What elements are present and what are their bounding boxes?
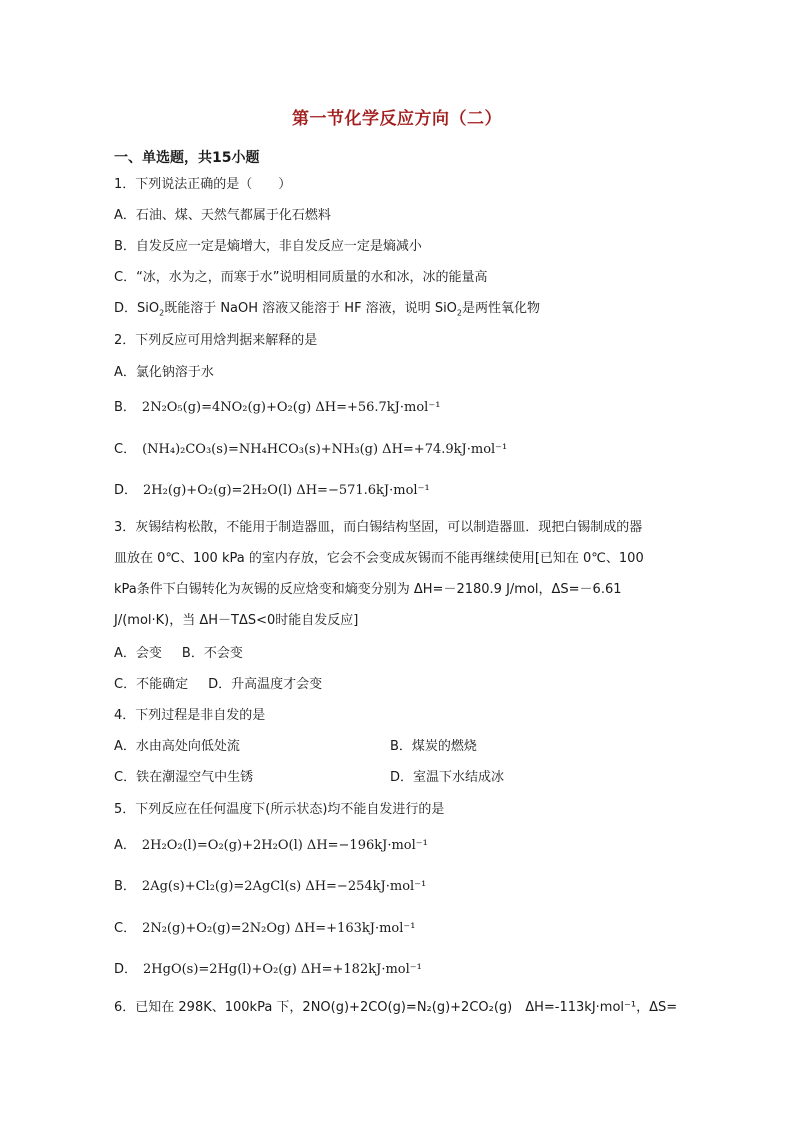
q1-option-c: C．“冰，水为之，而寒于水”说明相同质量的水和冰，冰的能量高 [114,270,488,285]
q1-option-d: D．SiO$_2$既能溶于 NaOH 溶液又能溶于 HF 溶液，说明 SiO$_2$是两性氧化物 [114,301,541,318]
section-heading: 一、单选题，共15小题 [114,150,260,166]
q5-option-d: D． 2HgO(s)=2Hg(l)+O₂(g) ΔH=+182kJ·mol⁻¹ [114,962,422,977]
q5-option-c: C． 2N₂(g)+O₂(g)=2N₂Og) ΔH=+163kJ·mol⁻¹ [114,921,416,936]
q2-option-a: A．氯化钠溶于水 [114,365,214,380]
q2-stem: 2．下列反应可用焓判据来解释的是 [114,333,318,348]
q3-option-a: A．会变 [114,646,162,661]
q1-option-a: A．石油、煤、天然气都属于化石燃料 [114,208,331,223]
q1-option-b: B．自发反应一定是熵增大，非自发反应一定是熵减小 [114,239,422,254]
q3-option-b: B．不会变 [181,646,243,661]
q2-c-equation: (NH₄)₂CO₃(s)=NH₄HCO₃(s)+NH₃(g) ΔH=+74.9kJ·mol⁻¹ [142,442,508,457]
q3-stem-line-2: 皿放在 0℃、100 kPa 的室内存放，它会不会变成灰锡而不能再继续使用[已知在 0℃、100 [114,551,644,566]
q4-option-c: C．铁在潮湿空气中生锈 [114,770,254,785]
q4-options-cd [114,769,674,787]
q6-stem: 6．已知在 298K、100kPa 下，2NO(g)+2CO(g)=N₂(g)+2CO₂(g) ΔH=-113kJ·mol⁻¹，ΔS= [114,1000,678,1015]
page-title: 第一节化学反应方向（二） [292,109,502,129]
q3-stem-line-3: kPa条件下白锡转化为灰锡的反应焓变和熵变分别为 ΔH=－2180.9 J/mol，ΔS=－6.61 [114,582,622,597]
q2-option-b: B． 2N₂O₅(g)=4NO₂(g)+O₂(g) ΔH=+56.7kJ·mol⁻¹ [114,400,441,415]
q2-option-d: D． 2H₂(g)+O₂(g)=2H₂O(l) ΔH=−571.6kJ·mol⁻¹ [114,483,430,498]
q5-d-equation: 2HgO(s)=2Hg(l)+O₂(g) ΔH=+182kJ·mol⁻¹ [143,962,422,977]
q4-stem: 4．下列过程是非自发的是 [114,708,266,723]
q3-option-d: D．升高温度才会变 [208,677,323,692]
q2-b-equation: 2N₂O₅(g)=4NO₂(g)+O₂(g) ΔH=+56.7kJ·mol⁻¹ [141,400,441,415]
q5-option-a: A． 2H₂O₂(l)=O₂(g)+2H₂O(l) ΔH=−196kJ·mol⁻¹ [114,838,428,853]
q3-option-c: C．不能确定 [114,677,189,692]
q4-option-b: B．煤炭的燃烧 [390,739,477,754]
q2-option-c: C． (NH₄)₂CO₃(s)=NH₄HCO₃(s)+NH₃(g) ΔH=+74.9kJ·mol⁻¹ [114,442,508,457]
q5-c-equation: 2N₂(g)+O₂(g)=2N₂Og) ΔH=+163kJ·mol⁻¹ [142,921,416,936]
q1-stem: 1．下列说法正确的是（ ） [114,177,292,192]
q3-stem-line-4: J/(mol·K)，当 ΔH－TΔS<0时能自发反应] [114,613,359,628]
q3-stem-line-1: 3．灰锡结构松散，不能用于制造器皿，而白锡结构坚固，可以制造器皿．现把白锡制成的器 [114,520,643,535]
q4-options-ab [114,738,674,756]
q5-b-equation: 2Ag(s)+Cl₂(g)=2AgCl(s) ΔH=−254kJ·mol⁻¹ [141,879,427,894]
q5-option-b: B． 2Ag(s)+Cl₂(g)=2AgCl(s) ΔH=−254kJ·mol⁻¹ [114,879,427,894]
q4-option-a: A．水由高处向低处流 [114,739,240,754]
q3-options-ab [114,645,243,663]
q2-d-equation: 2H₂(g)+O₂(g)=2H₂O(l) ΔH=−571.6kJ·mol⁻¹ [143,483,430,498]
q3-options-cd [114,676,322,694]
q4-option-d: D．室温下水结成冰 [390,770,505,785]
q5-a-equation: 2H₂O₂(l)=O₂(g)+2H₂O(l) ΔH=−196kJ·mol⁻¹ [141,838,428,853]
q5-stem: 5．下列反应在任何温度下(所示状态)均不能自发进行的是 [114,802,445,817]
